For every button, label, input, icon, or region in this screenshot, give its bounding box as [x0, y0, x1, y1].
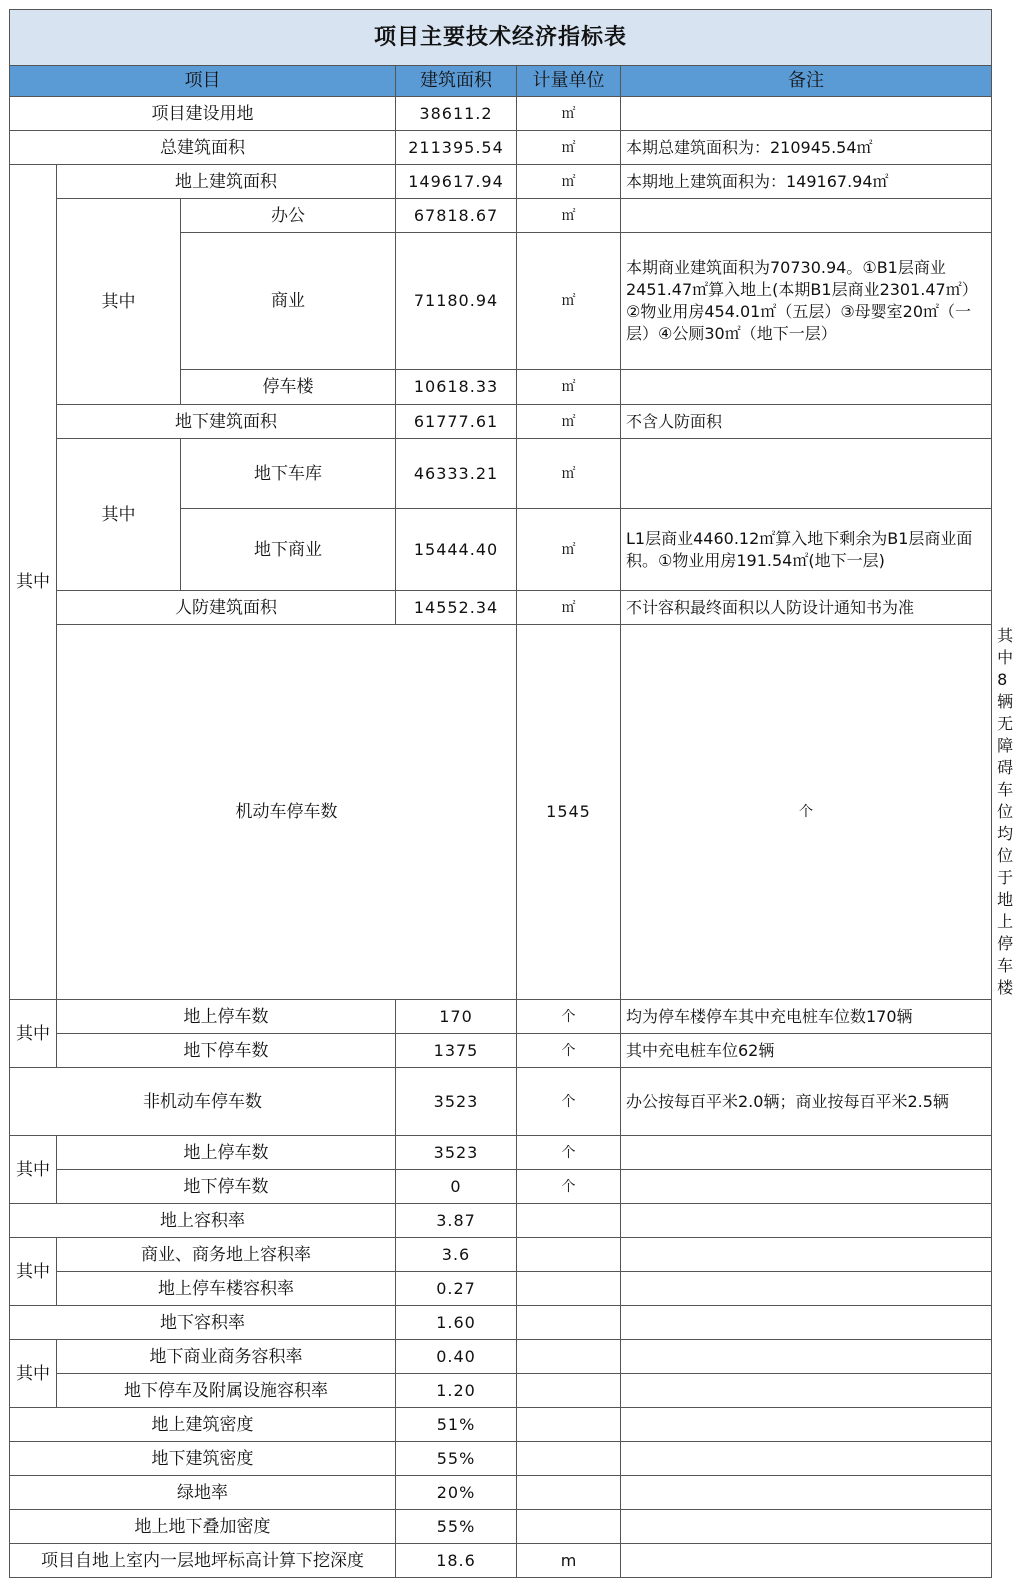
row-value: 38611.2 — [396, 97, 517, 131]
group-label: 其中 — [10, 1136, 57, 1204]
row-note: L1层商业4460.12㎡算入地下剩余为B1层商业面积。①物业用房191.54㎡(地下一层) — [621, 509, 992, 591]
indicator-table-container — [9, 9, 1013, 1578]
table-row — [10, 1068, 992, 1136]
row-value: 18.6 — [396, 1544, 517, 1578]
row-unit: 个 — [517, 1170, 621, 1204]
row-unit: m — [517, 1544, 621, 1578]
table-row — [10, 1000, 992, 1034]
row-note — [621, 1408, 992, 1442]
table-row — [10, 1476, 992, 1510]
row-value: 3523 — [396, 1068, 517, 1136]
row-label: 地下停车数 — [57, 1034, 396, 1068]
watermark — [848, 1193, 968, 1211]
row-label: 机动车停车数 — [57, 625, 517, 1000]
row-unit — [517, 1510, 621, 1544]
row-label: 地下商业 — [181, 509, 396, 591]
row-value: 0 — [396, 1170, 517, 1204]
header-area: 建筑面积 — [396, 66, 517, 97]
row-label: 商业 — [181, 233, 396, 370]
row-unit: ㎡ — [517, 199, 621, 233]
row-unit: ㎡ — [517, 97, 621, 131]
row-value: 149617.94 — [396, 165, 517, 199]
row-value: 0.27 — [396, 1272, 517, 1306]
row-unit — [517, 1408, 621, 1442]
row-value: 1375 — [396, 1034, 517, 1068]
row-value: 67818.67 — [396, 199, 517, 233]
row-value: 55% — [396, 1442, 517, 1476]
row-value: 0.40 — [396, 1340, 517, 1374]
table-row — [10, 1136, 992, 1170]
row-unit: 个 — [517, 1034, 621, 1068]
row-unit: ㎡ — [517, 131, 621, 165]
table-row — [10, 1442, 992, 1476]
row-unit — [517, 1340, 621, 1374]
group-label: 其中 — [10, 1238, 57, 1306]
row-note — [621, 439, 992, 509]
table-row — [10, 405, 992, 439]
row-value: 14552.34 — [396, 591, 517, 625]
row-note: 其中充电桩车位62辆 — [621, 1034, 992, 1068]
row-label: 总建筑面积 — [10, 131, 396, 165]
row-unit — [517, 1238, 621, 1272]
row-value: 71180.94 — [396, 233, 517, 370]
row-unit: ㎡ — [517, 439, 621, 509]
table-row — [10, 1034, 992, 1068]
table-row — [10, 131, 992, 165]
table-row — [10, 1204, 992, 1238]
row-label: 地下容积率 — [10, 1306, 396, 1340]
row-note — [621, 199, 992, 233]
row-label: 地上容积率 — [10, 1204, 396, 1238]
row-note: 本期地上建筑面积为：149167.94㎡ — [621, 165, 992, 199]
row-label: 地下停车及附属设施容积率 — [57, 1374, 396, 1408]
row-label: 地下建筑密度 — [10, 1442, 396, 1476]
row-value: 3523 — [396, 1136, 517, 1170]
group-label: 其中 — [10, 1340, 57, 1408]
row-value: 211395.54 — [396, 131, 517, 165]
row-note — [621, 1374, 992, 1408]
row-unit: ㎡ — [517, 591, 621, 625]
table-row: 机动车停车数 1545 个 其中8辆无障碍车位均位于地上停车楼 — [10, 625, 992, 1000]
row-label: 项目自地上室内一层地坪标高计算下挖深度 — [10, 1544, 396, 1578]
row-value: 170 — [396, 1000, 517, 1034]
row-note — [621, 1544, 992, 1578]
group-label: 其中 — [57, 199, 181, 405]
row-label: 办公 — [181, 199, 396, 233]
row-unit — [517, 1476, 621, 1510]
row-unit — [517, 1374, 621, 1408]
table-row — [10, 1374, 992, 1408]
row-unit — [517, 1306, 621, 1340]
row-label: 地上建筑密度 — [10, 1408, 396, 1442]
row-label: 项目建设用地 — [10, 97, 396, 131]
row-label: 地下停车数 — [57, 1170, 396, 1204]
row-unit: 个 — [517, 1068, 621, 1136]
table-row — [10, 199, 992, 233]
row-note: 办公按每百平米2.0辆；商业按每百平米2.5辆 — [621, 1068, 992, 1136]
header-unit: 计量单位 — [517, 66, 621, 97]
group-label: 其中 — [10, 165, 57, 1000]
row-unit — [517, 1442, 621, 1476]
header-note: 备注 — [621, 66, 992, 97]
row-label: 地上地下叠加密度 — [10, 1510, 396, 1544]
group-label: 其中 — [57, 439, 181, 591]
row-note: 均为停车楼停车其中充电桩车位数170辆 — [621, 1000, 992, 1034]
row-value: 10618.33 — [396, 370, 517, 405]
row-note — [621, 1136, 992, 1170]
row-unit: ㎡ — [517, 233, 621, 370]
row-note: 本期商业建筑面积为70730.94。①B1层商业2451.47㎡算入地上(本期B1层商业2301.47㎡）②物业用房454.01㎡（五层）③母婴室20㎡（一层）④公厕30㎡（地下一层） — [621, 233, 992, 370]
table-row — [10, 591, 992, 625]
group-label: 其中 — [10, 1000, 57, 1068]
table-row — [10, 97, 992, 131]
table-row — [10, 1340, 992, 1374]
row-value: 15444.40 — [396, 509, 517, 591]
row-label: 商业、商务地上容积率 — [57, 1238, 396, 1272]
row-note — [621, 1238, 992, 1272]
row-label: 地下车库 — [181, 439, 396, 509]
row-note — [621, 97, 992, 131]
row-label: 地上停车数 — [57, 1000, 396, 1034]
table-row — [10, 165, 992, 199]
table-row — [10, 1238, 992, 1272]
row-label: 地上停车楼容积率 — [57, 1272, 396, 1306]
row-value: 3.6 — [396, 1238, 517, 1272]
row-value: 46333.21 — [396, 439, 517, 509]
row-value: 51% — [396, 1408, 517, 1442]
table-row — [10, 1544, 992, 1578]
row-label: 地下商业商务容积率 — [57, 1340, 396, 1374]
row-note — [621, 1476, 992, 1510]
row-label: 地下建筑面积 — [57, 405, 396, 439]
table-row — [10, 1170, 992, 1204]
row-unit: 个 — [517, 1000, 621, 1034]
row-label: 非机动车停车数 — [10, 1068, 396, 1136]
row-unit: 个 — [621, 625, 992, 1000]
row-unit: ㎡ — [517, 165, 621, 199]
table-row — [10, 1510, 992, 1544]
row-label: 人防建筑面积 — [57, 591, 396, 625]
row-value: 20% — [396, 1476, 517, 1510]
row-value: 55% — [396, 1510, 517, 1544]
row-value: 3.87 — [396, 1204, 517, 1238]
row-note — [621, 1306, 992, 1340]
table-row — [10, 1306, 992, 1340]
indicator-table — [9, 9, 1013, 1578]
row-value: 1.60 — [396, 1306, 517, 1340]
table-title: 项目主要技术经济指标表 — [10, 10, 992, 66]
row-label: 停车楼 — [181, 370, 396, 405]
row-note: 不含人防面积 — [621, 405, 992, 439]
row-unit: ㎡ — [517, 405, 621, 439]
row-unit — [517, 1272, 621, 1306]
table-row — [10, 439, 992, 509]
row-note — [621, 1340, 992, 1374]
row-label: 绿地率 — [10, 1476, 396, 1510]
table-row — [10, 1272, 992, 1306]
row-unit: ㎡ — [517, 509, 621, 591]
row-label: 地上停车数 — [57, 1136, 396, 1170]
row-note: 本期总建筑面积为：210945.54㎡ — [621, 131, 992, 165]
row-note — [621, 1272, 992, 1306]
row-unit — [517, 1204, 621, 1238]
row-value: 1545 — [517, 625, 621, 1000]
row-value: 1.20 — [396, 1374, 517, 1408]
header-item: 项目 — [10, 66, 396, 97]
row-label: 地上建筑面积 — [57, 165, 396, 199]
table-row — [10, 1408, 992, 1442]
row-note — [621, 1510, 992, 1544]
row-note — [621, 370, 992, 405]
row-unit: 个 — [517, 1136, 621, 1170]
row-note — [621, 1442, 992, 1476]
row-value: 61777.61 — [396, 405, 517, 439]
row-unit: ㎡ — [517, 370, 621, 405]
row-note: 不计容积最终面积以人防设计通知书为准 — [621, 591, 992, 625]
